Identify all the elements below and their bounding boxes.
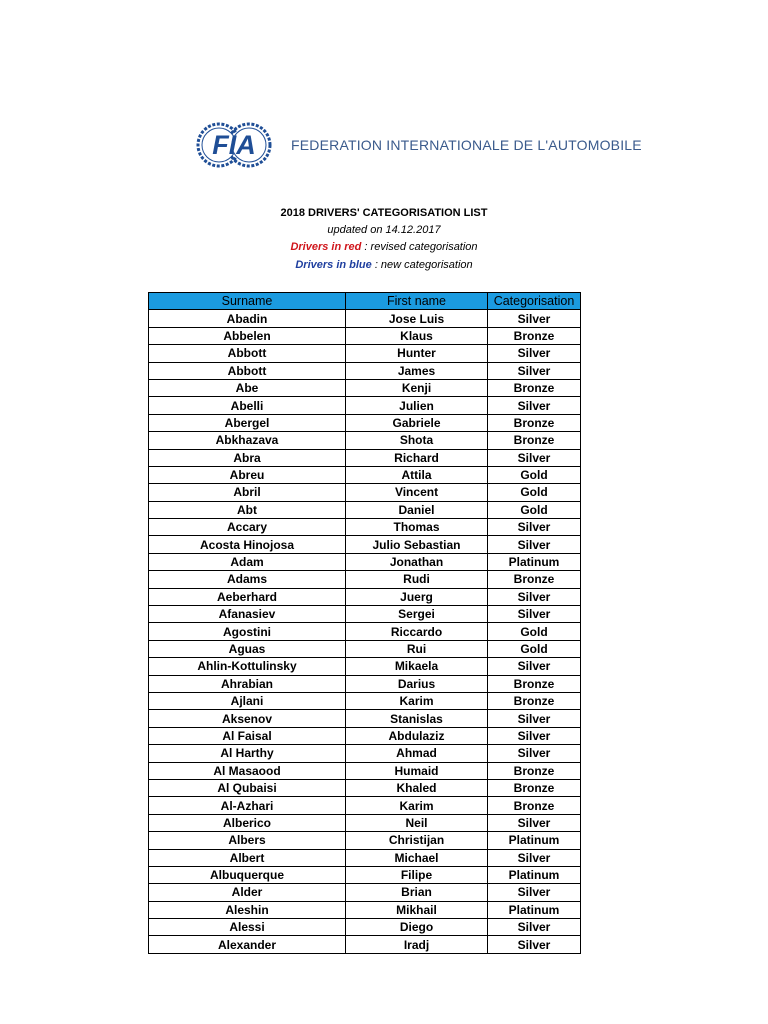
- cell-categorisation: Silver: [488, 814, 581, 831]
- cell-surname: Accary: [149, 519, 346, 536]
- table-row: [149, 432, 581, 449]
- table-row: [149, 936, 581, 953]
- cell-categorisation: Silver: [488, 449, 581, 466]
- cell-first-name: Neil: [346, 814, 488, 831]
- table-row: [149, 658, 581, 675]
- cell-surname: Al-Azhari: [149, 797, 346, 814]
- cell-surname: Abadin: [149, 310, 346, 327]
- table-row: [149, 745, 581, 762]
- cell-first-name: Richard: [346, 449, 488, 466]
- cell-first-name: Michael: [346, 849, 488, 866]
- table-row: [149, 362, 581, 379]
- table-row: [149, 884, 581, 901]
- cell-first-name: Vincent: [346, 484, 488, 501]
- table-row: [149, 571, 581, 588]
- column-header-categorisation: Categorisation: [488, 293, 581, 310]
- cell-categorisation: Silver: [488, 362, 581, 379]
- cell-surname: Afanasiev: [149, 606, 346, 623]
- cell-surname: Albuquerque: [149, 866, 346, 883]
- cell-surname: Abergel: [149, 414, 346, 431]
- document-title: 2018 DRIVERS' CATEGORISATION LIST: [280, 207, 488, 219]
- column-header-first-name: First name: [346, 293, 488, 310]
- cell-first-name: Humaid: [346, 762, 488, 779]
- cell-categorisation: Silver: [488, 519, 581, 536]
- cell-first-name: Julien: [346, 397, 488, 414]
- cell-surname: Aksenov: [149, 710, 346, 727]
- cell-surname: Alberico: [149, 814, 346, 831]
- table-row: [149, 606, 581, 623]
- cell-categorisation: Gold: [488, 623, 581, 640]
- cell-first-name: Karim: [346, 692, 488, 709]
- table-row: [149, 449, 581, 466]
- cell-categorisation: Bronze: [488, 779, 581, 796]
- table-row: [149, 832, 581, 849]
- cell-first-name: Riccardo: [346, 623, 488, 640]
- legend-blue: [0, 259, 768, 271]
- cell-surname: Adam: [149, 553, 346, 570]
- cell-categorisation: Gold: [488, 501, 581, 518]
- cell-first-name: Attila: [346, 466, 488, 483]
- cell-surname: Agostini: [149, 623, 346, 640]
- cell-categorisation: Platinum: [488, 901, 581, 918]
- cell-categorisation: Platinum: [488, 553, 581, 570]
- table-row: [149, 762, 581, 779]
- table-row: [149, 310, 581, 327]
- cell-first-name: Gabriele: [346, 414, 488, 431]
- cell-categorisation: Gold: [488, 640, 581, 657]
- cell-categorisation: Bronze: [488, 797, 581, 814]
- cell-surname: Aguas: [149, 640, 346, 657]
- cell-categorisation: Silver: [488, 849, 581, 866]
- cell-categorisation: Bronze: [488, 571, 581, 588]
- table-row: [149, 640, 581, 657]
- cell-surname: Aleshin: [149, 901, 346, 918]
- column-header-surname: Surname: [149, 293, 346, 310]
- cell-first-name: Iradj: [346, 936, 488, 953]
- table-row: [149, 327, 581, 344]
- cell-surname: Alder: [149, 884, 346, 901]
- cell-surname: Abril: [149, 484, 346, 501]
- cell-categorisation: Bronze: [488, 327, 581, 344]
- cell-categorisation: Gold: [488, 484, 581, 501]
- cell-first-name: Kenji: [346, 379, 488, 396]
- cell-first-name: Darius: [346, 675, 488, 692]
- cell-categorisation: Silver: [488, 606, 581, 623]
- table-row: [149, 727, 581, 744]
- cell-first-name: Daniel: [346, 501, 488, 518]
- cell-first-name: Jose Luis: [346, 310, 488, 327]
- table-row: [149, 379, 581, 396]
- table-row: [149, 345, 581, 362]
- cell-categorisation: Silver: [488, 397, 581, 414]
- cell-first-name: Stanislas: [346, 710, 488, 727]
- table-row: [149, 814, 581, 831]
- cell-first-name: Hunter: [346, 345, 488, 362]
- legend-red-label: Drivers in red: [290, 241, 362, 253]
- table-row: [149, 553, 581, 570]
- cell-surname: Abe: [149, 379, 346, 396]
- table-row: [149, 623, 581, 640]
- cell-first-name: Juerg: [346, 588, 488, 605]
- cell-first-name: Sergei: [346, 606, 488, 623]
- table-header-row: [149, 293, 581, 310]
- cell-first-name: Karim: [346, 797, 488, 814]
- cell-surname: Abbelen: [149, 327, 346, 344]
- cell-categorisation: Bronze: [488, 675, 581, 692]
- table-row: [149, 675, 581, 692]
- table-row: [149, 779, 581, 796]
- cell-categorisation: Silver: [488, 919, 581, 936]
- cell-surname: Abelli: [149, 397, 346, 414]
- logo-text: FIA: [212, 130, 256, 160]
- cell-surname: Abbott: [149, 345, 346, 362]
- cell-categorisation: Bronze: [488, 414, 581, 431]
- cell-surname: Albert: [149, 849, 346, 866]
- cell-categorisation: Silver: [488, 658, 581, 675]
- updated-date: updated on 14.12.2017: [327, 224, 441, 236]
- cell-surname: Ahlin-Kottulinsky: [149, 658, 346, 675]
- drivers-table: [148, 292, 581, 954]
- table-row: [149, 519, 581, 536]
- table-row: [149, 536, 581, 553]
- cell-first-name: Thomas: [346, 519, 488, 536]
- table-row: [149, 414, 581, 431]
- table-row: [149, 901, 581, 918]
- cell-first-name: Shota: [346, 432, 488, 449]
- cell-surname: Al Harthy: [149, 745, 346, 762]
- cell-surname: Abreu: [149, 466, 346, 483]
- legend-blue-text: : new categorisation: [371, 259, 473, 271]
- legend-blue-label: Drivers in blue: [295, 259, 372, 271]
- cell-categorisation: Bronze: [488, 432, 581, 449]
- cell-categorisation: Silver: [488, 884, 581, 901]
- cell-categorisation: Silver: [488, 536, 581, 553]
- cell-first-name: James: [346, 362, 488, 379]
- cell-first-name: Rudi: [346, 571, 488, 588]
- fia-logo: [196, 122, 272, 168]
- cell-surname: Albers: [149, 832, 346, 849]
- cell-categorisation: Gold: [488, 466, 581, 483]
- cell-categorisation: Platinum: [488, 832, 581, 849]
- table-row: [149, 588, 581, 605]
- cell-surname: Alexander: [149, 936, 346, 953]
- cell-categorisation: Bronze: [488, 692, 581, 709]
- cell-categorisation: Platinum: [488, 866, 581, 883]
- cell-surname: Abkhazava: [149, 432, 346, 449]
- table-row: [149, 710, 581, 727]
- cell-categorisation: Bronze: [488, 379, 581, 396]
- table-row: [149, 484, 581, 501]
- cell-categorisation: Silver: [488, 936, 581, 953]
- cell-first-name: Khaled: [346, 779, 488, 796]
- cell-categorisation: Silver: [488, 727, 581, 744]
- cell-surname: Al Qubaisi: [149, 779, 346, 796]
- cell-surname: Alessi: [149, 919, 346, 936]
- cell-surname: Al Masaood: [149, 762, 346, 779]
- cell-surname: Ahrabian: [149, 675, 346, 692]
- table-row: [149, 692, 581, 709]
- cell-first-name: Klaus: [346, 327, 488, 344]
- cell-first-name: Christijan: [346, 832, 488, 849]
- cell-categorisation: Bronze: [488, 762, 581, 779]
- table-row: [149, 866, 581, 883]
- organisation-name: FEDERATION INTERNATIONALE DE L'AUTOMOBILE: [291, 137, 642, 153]
- cell-first-name: Julio Sebastian: [346, 536, 488, 553]
- cell-surname: Abra: [149, 449, 346, 466]
- cell-first-name: Rui: [346, 640, 488, 657]
- cell-categorisation: Silver: [488, 345, 581, 362]
- legend-red-text: : revised categorisation: [361, 241, 478, 253]
- cell-surname: Ajlani: [149, 692, 346, 709]
- cell-surname: Abbott: [149, 362, 346, 379]
- table-row: [149, 919, 581, 936]
- cell-first-name: Mikhail: [346, 901, 488, 918]
- table-row: [149, 397, 581, 414]
- cell-surname: Adams: [149, 571, 346, 588]
- cell-surname: Al Faisal: [149, 727, 346, 744]
- table-row: [149, 797, 581, 814]
- cell-surname: Abt: [149, 501, 346, 518]
- cell-surname: Aeberhard: [149, 588, 346, 605]
- cell-categorisation: Silver: [488, 745, 581, 762]
- cell-first-name: Ahmad: [346, 745, 488, 762]
- cell-first-name: Filipe: [346, 866, 488, 883]
- cell-first-name: Abdulaziz: [346, 727, 488, 744]
- table-row: [149, 501, 581, 518]
- cell-first-name: Jonathan: [346, 553, 488, 570]
- table-row: [149, 466, 581, 483]
- cell-categorisation: Silver: [488, 710, 581, 727]
- legend-red: [0, 241, 768, 253]
- cell-first-name: Brian: [346, 884, 488, 901]
- cell-categorisation: Silver: [488, 310, 581, 327]
- cell-first-name: Mikaela: [346, 658, 488, 675]
- cell-categorisation: Silver: [488, 588, 581, 605]
- table-row: [149, 849, 581, 866]
- cell-first-name: Diego: [346, 919, 488, 936]
- cell-surname: Acosta Hinojosa: [149, 536, 346, 553]
